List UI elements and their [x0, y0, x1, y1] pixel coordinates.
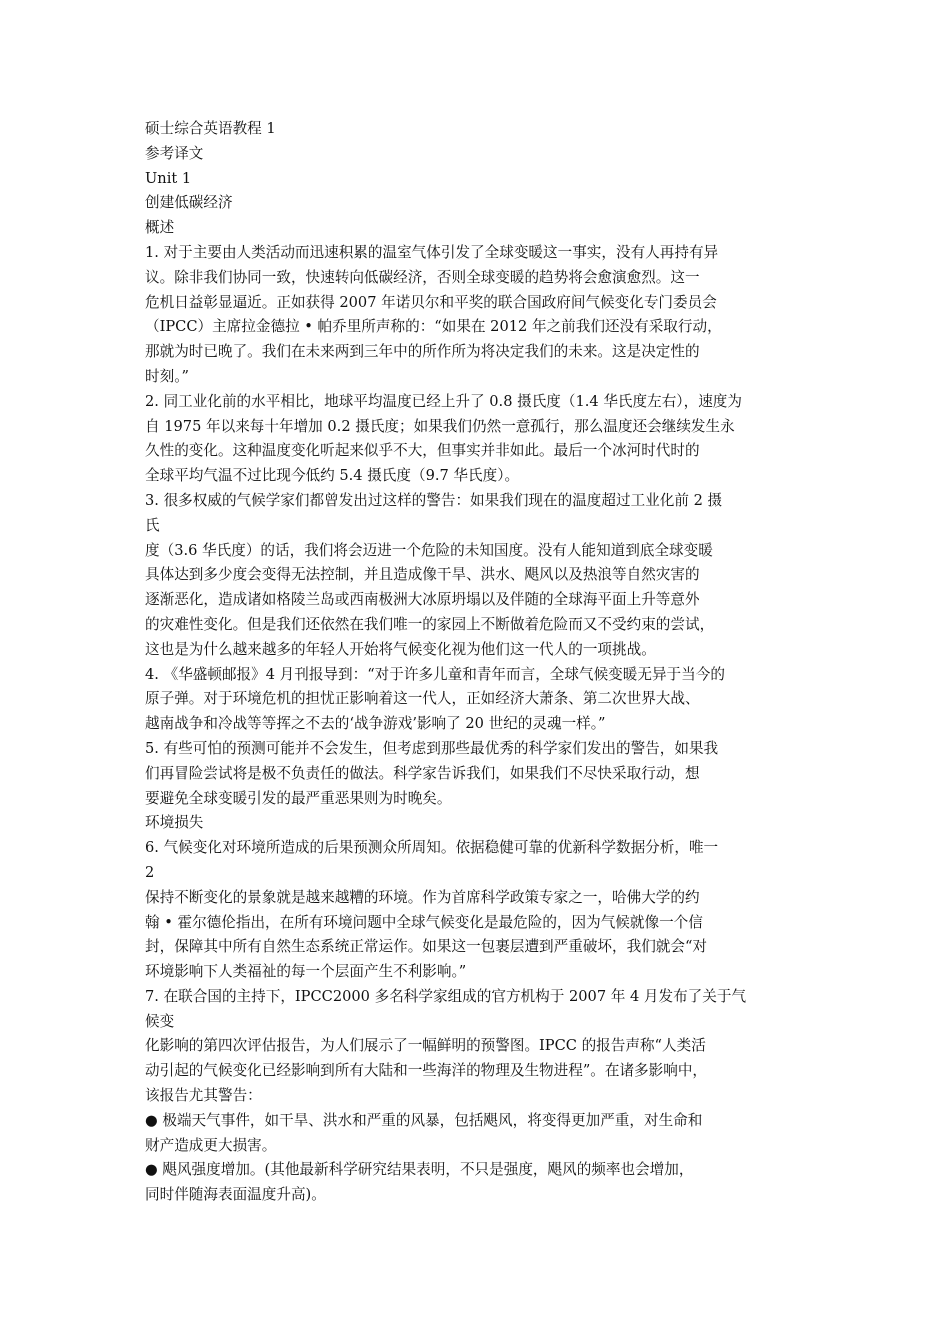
text-line: 要避免全球变暖引发的最严重恶果则为时晚矣。: [145, 789, 452, 807]
text-line: 封，保障其中所有自然生态系统正常运作。如果这一包裹层遭到严重破坏，我们就会“对: [145, 938, 708, 956]
unit-label: Unit 1: [145, 169, 192, 187]
text-line: 同时伴随海表面温度升高)。: [145, 1186, 326, 1204]
text-line: 度（3.6 华氏度）的话，我们将会迈进一个危险的未知国度。没有人能知道到底全球变暖: [145, 541, 713, 559]
page-number: 2: [145, 863, 155, 881]
text-line: 1. 对于主要由人类活动而迅速积累的温室气体引发了全球变暖这一事实，没有人再持有异: [145, 243, 719, 261]
bullet-item: ● 飓风强度增加。(其他最新科学研究结果表明，不只是强度，飓风的频率也会增加，: [145, 1161, 694, 1179]
text-line: 时刻。”: [145, 367, 189, 385]
unit-title: 创建低碳经济: [145, 194, 233, 212]
text-line: 6. 气候变化对环境所造成的后果预测众所周知。依据稳健可靠的优新科学数据分析，唯一: [145, 839, 719, 857]
text-line: 氏: [145, 516, 160, 534]
document-title: 硕士综合英语教程 1: [145, 120, 276, 137]
bullet-item: ● 极端天气事件，如干旱、洪水和严重的风暴，包括飓风，将变得更加严重，对生命和: [145, 1111, 703, 1129]
document-body: [145, 117, 815, 1208]
text-line: 危机日益彰显逼近。正如获得 2007 年诺贝尔和平奖的联合国政府间气候变化专门委员会: [145, 293, 717, 311]
text-line: 翰 • 霍尔德伦指出，在所有环境问题中全球气候变化是最危险的，因为气候就像一个信: [145, 913, 703, 931]
document-subtitle: 参考译文: [145, 144, 204, 162]
text-line: 4. 《华盛顿邮报》4 月刊报导到：“对于许多儿童和青年而言，全球气候变暖无异于当今的: [145, 665, 725, 683]
text-line: 全球平均气温不过比现今低约 5.4 摄氏度（9.7 华氏度）。: [145, 467, 520, 485]
text-line: 那就为时已晚了。我们在未来两到三年中的所作所为将决定我们的未来。这是决定性的: [145, 343, 700, 361]
text-line: 原子弹。对于环境危机的担忧正影响着这一代人，正如经济大萧条、第二次世界大战、: [145, 690, 700, 708]
text-line: 财产造成更大损害。: [145, 1136, 277, 1154]
text-line: 环境影响下人类福祉的每一个层面产生不利影响。”: [145, 963, 467, 981]
text-line: 3. 很多权威的气候学家们都曾发出过这样的警告：如果我们现在的温度超过工业化前 2 摄: [145, 491, 723, 509]
text-line: 们再冒险尝试将是极不负责任的做法。科学家告诉我们，如果我们不尽快采取行动，想: [145, 764, 700, 782]
section-heading-environment: 环境损失: [145, 814, 204, 832]
text-line: 自 1975 年以来每十年增加 0.2 摄氏度；如果我们仍然一意孤行，那么温度还会继续发生永: [145, 417, 735, 435]
text-line: 该报告尤其警告：: [145, 1087, 262, 1105]
text-line: 久性的变化。这种温度变化听起来似乎不大，但事实并非如此。最后一个冰河时代时的: [145, 442, 700, 460]
text-line: 7. 在联合国的主持下，IPCC2000 多名科学家组成的官方机构于 2007 年 4 月发布了关于气: [145, 987, 747, 1005]
text-line: 2. 同工业化前的水平相比，地球平均温度已经上升了 0.8 摄氏度（1.4 华氏度左右），速度为: [145, 392, 742, 410]
text-line: 5. 有些可怕的预测可能并不会发生，但考虑到那些最优秀的科学家们发出的警告，如果我: [145, 739, 719, 757]
text-line: 化影响的第四次评估报告，为人们展示了一幅鲜明的预警图。IPCC 的报告声称“人类活: [145, 1037, 706, 1055]
text-line: 议。除非我们协同一致，快速转向低碳经济，否则全球变暖的趋势将会愈演愈烈。这一: [145, 268, 700, 286]
text-line: 候变: [145, 1012, 175, 1030]
text-line: （IPCC）主席拉金德拉 • 帕乔里所声称的：“如果在 2012 年之前我们还没有采取行动，: [145, 318, 722, 336]
section-heading-overview: 概述: [145, 219, 175, 237]
text-line: 这也是为什么越来越多的年轻人开始将气候变化视为他们这一代人的一项挑战。: [145, 640, 656, 658]
text-line: 的灾难性变化。但是我们还依然在我们唯一的家园上不断做着危险而又不受约束的尝试，: [145, 615, 715, 633]
text-line: 保持不断变化的景象就是越来越糟的环境。作为首席科学政策专家之一，哈佛大学的约: [145, 888, 700, 906]
text-line: 越南战争和冷战等等挥之不去的‘战争游戏’影响了 20 世纪的灵魂一样。”: [145, 715, 606, 733]
text-line: 动引起的气候变化已经影响到所有大陆和一些海洋的物理及生物进程”。在诸多影响中，: [145, 1062, 708, 1080]
text-line: 具体达到多少度会变得无法控制，并且造成像干旱、洪水、飓风以及热浪等自然灾害的: [145, 566, 700, 584]
text-line: 逐渐恶化，造成诸如格陵兰岛或西南极洲大冰原坍塌以及伴随的全球海平面上升等意外: [145, 591, 700, 609]
